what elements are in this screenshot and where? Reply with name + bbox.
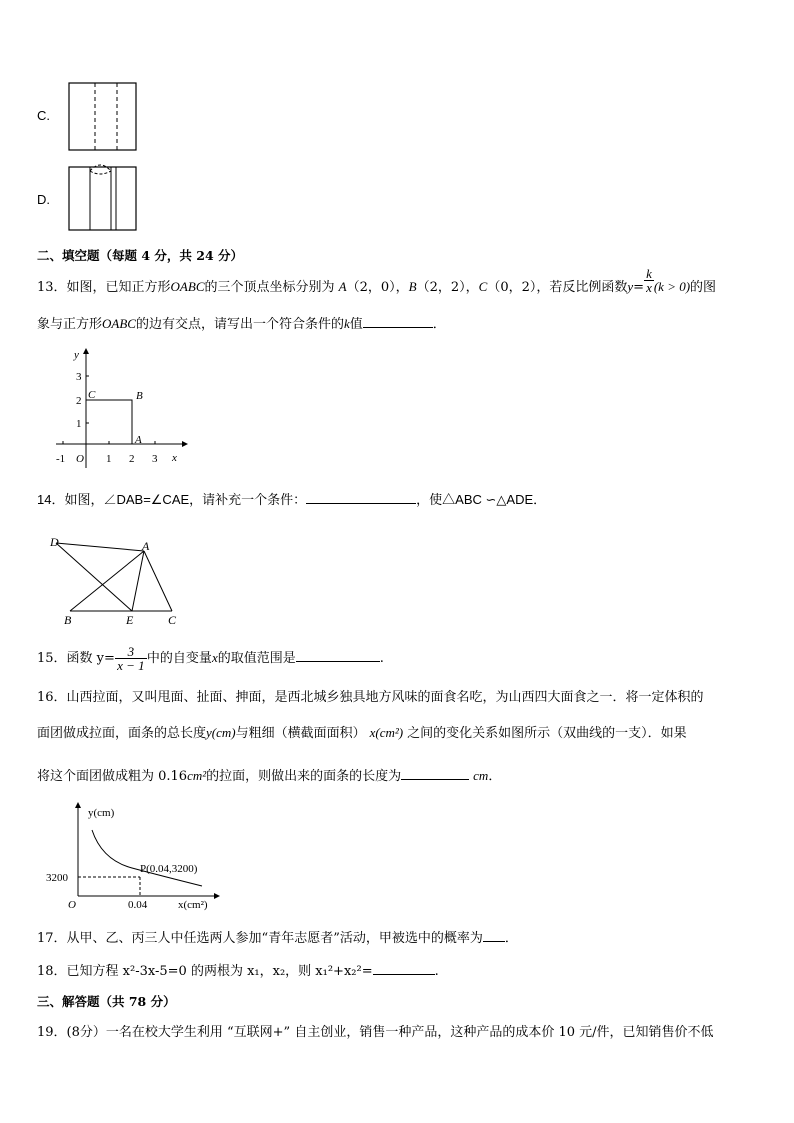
q14-point-b: B — [64, 613, 72, 627]
q16-answer-blank[interactable] — [401, 767, 469, 780]
q13-line1: 13．如图，已知正方形OABC的三个顶点坐标分别为 A（2，0），B（2，2），C（0，2），若反比例函数y= $\frac{k}{x}$ (k > 0)的图 — [37, 265, 717, 295]
q13-line2: 象与正方形OABC的边有交点，请写出一个符合条件的k值 ． — [37, 316, 446, 332]
q13-xtick-neg1: -1 — [56, 453, 66, 465]
q16-figure — [42, 800, 222, 912]
q13-figure — [50, 346, 190, 470]
option-d-figure — [68, 163, 140, 233]
q13-point-c: C — [88, 389, 96, 401]
q14-answer-blank[interactable] — [306, 491, 416, 504]
q14-figure — [46, 533, 186, 627]
q17-answer-blank[interactable] — [483, 929, 505, 942]
q16-line1: 16．山西拉面，又叫甩面、扯面、抻面，是西北城乡独具地方风味的面食名吃，为山西四大面食之一．将一定体积的 — [37, 690, 704, 705]
q13-ytick-1: 1 — [76, 418, 82, 430]
q13-answer-blank[interactable] — [363, 315, 433, 328]
q13-x-axis-label: x — [172, 452, 177, 464]
q13-ytick-2: 2 — [76, 395, 82, 407]
q15-answer-blank[interactable] — [296, 649, 380, 662]
q16-line3: 将这个面团做成粗为 0.16cm²的拉面，则做出来的面条的长度为 cm． — [37, 768, 502, 784]
q16-origin-label: O — [68, 899, 76, 911]
q16-y-axis-label: y(cm) — [88, 807, 115, 819]
q14-point-e: E — [126, 613, 134, 627]
q16-y-value: 3200 — [46, 872, 68, 884]
q13-xtick-2: 2 — [129, 453, 135, 465]
q17-text: 17．从甲、乙、丙三人中任选两人参加“青年志愿者”活动，甲被选中的概率为 ． — [37, 931, 518, 946]
q15-text: 15．函数 y= $\frac{3}{x - 1}$ 中的自变量x的取值范围是 . — [37, 643, 384, 673]
q13-y-axis-label: y — [74, 349, 79, 361]
section2-heading: 二、填空题（每题 4 分，共 24 分） — [37, 248, 244, 263]
q16-line2: 面团做成拉面，面条的总长度y(cm)与粗细（横截面面积） x(cm²) 之间的变化关系如图所示（双曲线的一支）．如果 — [37, 725, 687, 741]
option-c-figure — [68, 82, 140, 152]
q13-origin-label: O — [76, 453, 84, 465]
option-d-label: D. — [37, 192, 50, 207]
q16-hyperbola — [92, 830, 202, 886]
q16-point-p: P(0.04,3200) — [140, 863, 198, 875]
q14-text: 14．如图，∠DAB=∠CAE，请补充一个条件： ，使△ABC ∽△ADE． — [37, 492, 547, 507]
q13-ytick-3: 3 — [76, 371, 82, 383]
q16-x-axis-label: x(cm²) — [178, 899, 208, 911]
q13-point-a: A — [135, 434, 142, 446]
section3-heading: 三、解答题（共 78 分） — [37, 994, 176, 1009]
q19-text: 19．(8分）一名在校大学生利用 “互联网+” 自主创业，销售一种产品，这种产品的成本价 10 元/件，已知销售价不低 — [37, 1025, 714, 1040]
q14-point-d: D — [50, 535, 59, 549]
q13-xtick-3: 3 — [152, 453, 158, 465]
q13-point-b: B — [136, 390, 143, 402]
q13-xtick-1: 1 — [106, 453, 112, 465]
option-c-label: C. — [37, 108, 50, 123]
q16-x-value: 0.04 — [128, 899, 148, 911]
q18-text: 18．已知方程 x²-3x-5=0 的两根为 x₁，x₂，则 x₁²+x₂²= . — [37, 964, 439, 979]
q18-answer-blank[interactable] — [373, 962, 435, 975]
q14-point-a: A — [142, 539, 150, 553]
q14-point-c: C — [168, 613, 177, 627]
